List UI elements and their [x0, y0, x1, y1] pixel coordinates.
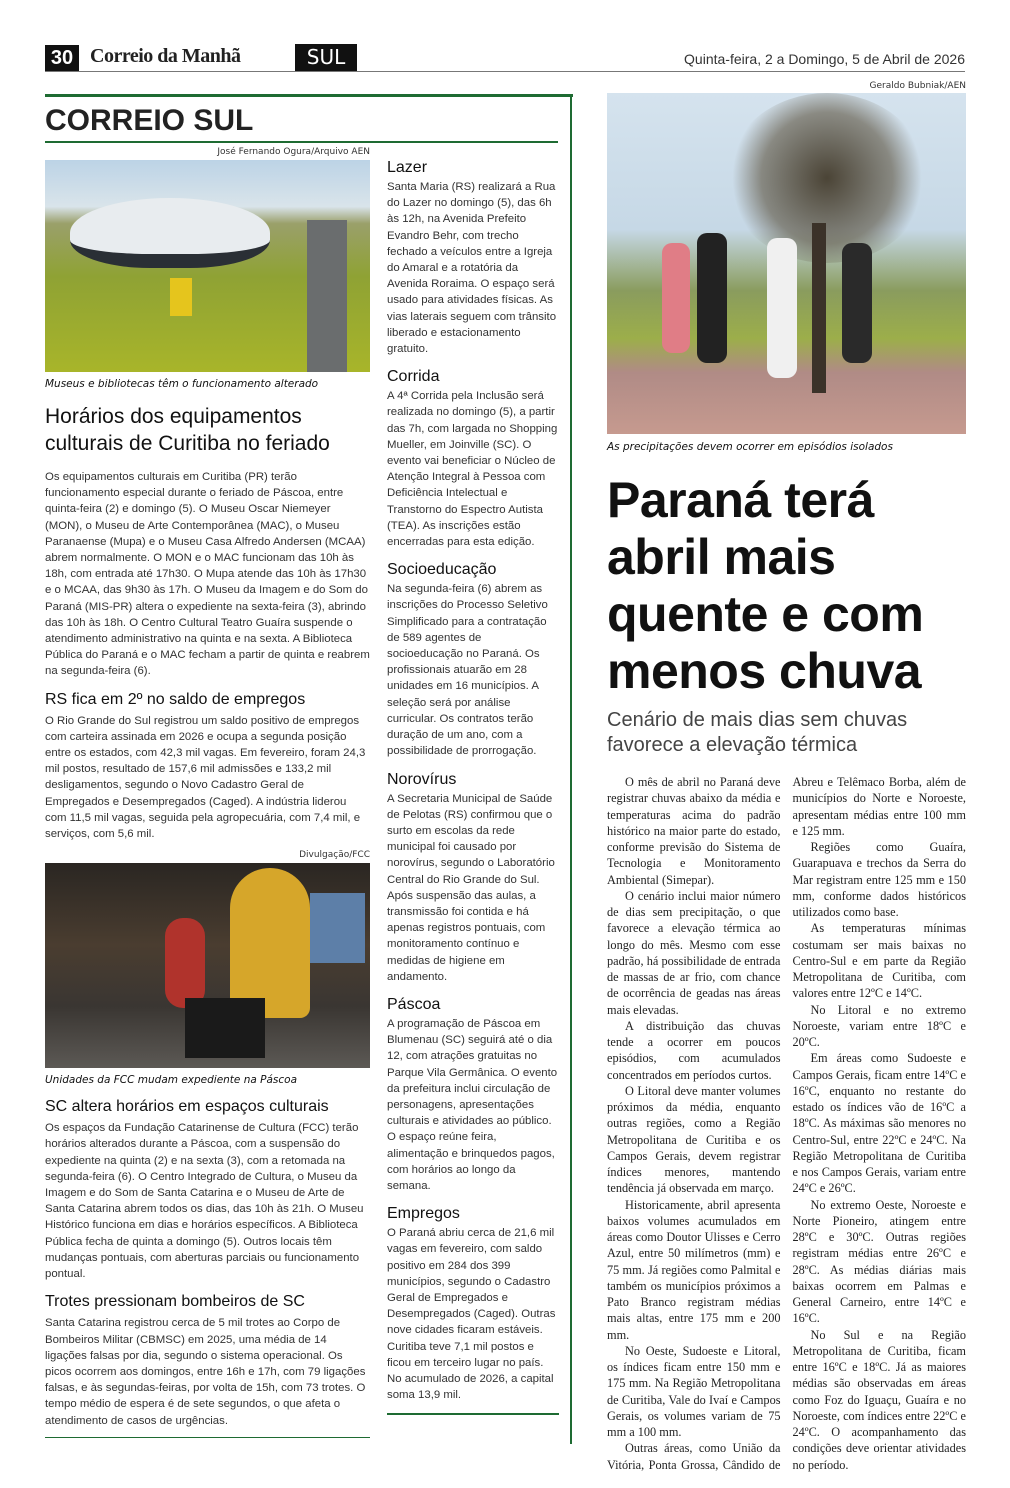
- brief-item: [387, 158, 559, 357]
- tree-trunk-shape: [812, 223, 826, 393]
- article-paragraph: O mês de abril no Paraná deve registrar chuvas abaixo da média e temperaturas acima do padrão histórico na maior parte do estado, conforme previsão do Sistema de Tecnologia e Monitoramento Ambiental (Simepar).: [607, 775, 781, 887]
- brief-title: Corrida: [387, 368, 440, 386]
- road-shape: [307, 220, 347, 372]
- green-frame-top: [45, 94, 573, 97]
- story-title: RS fica em 2º no saldo de empregos: [45, 690, 306, 708]
- figure-sculpture-shape: [165, 918, 205, 1008]
- yellow-sculpture-shape: [230, 868, 310, 1018]
- walker-shape: [697, 233, 727, 363]
- article-paragraph: Outras áreas, como União da Vitória, Ponta Grossa, Cândido de Abreu e Telêmaco Borba, além de municípios do Norte e Noroeste, apresentam médias entre 100 mm e 125 mm.: [607, 775, 966, 1472]
- brief-title: Socioeducação: [387, 561, 497, 579]
- column-bottom-rule: [387, 1413, 559, 1415]
- walkers-park-photo: [607, 93, 966, 434]
- brief-item: [387, 367, 559, 550]
- column-title: CORREIO SUL: [45, 104, 254, 137]
- photo-caption: As precipitações devem ocorrer em episódios isolados: [607, 441, 893, 453]
- newspaper-name: Correio da Manhã: [90, 45, 241, 67]
- museum-photo: [45, 160, 370, 372]
- photo-caption: Unidades da FCC mudam expediente na Páscoa: [45, 1074, 298, 1087]
- brief-body: A 4ª Corrida pela Inclusão será realizada no domingo (5), a partir das 7h, com largada no Shopping Mueller, em Joinville (SC). O evento vai beneficiar o Núcleo de Atenção Integral à Pessoa com Deficiência Intelectual e Transtorno do Espectro Autista (TEA). As inscrições estão encerradas para esta edição.: [387, 390, 558, 549]
- brief-body: A Secretaria Municipal de Saúde de Pelotas (RS) confirmou que o surto em escolas da rede municipal foi causado por norovírus, segundo o Laboratório Central do Rio Grande do Sul. Após suspensão das aulas, a transmissão foi contida e há apenas registros pontuais, com monitoramento contínuo e medidas de higiene em andamento.: [387, 792, 555, 983]
- story-body: Santa Catarina registrou cerca de 5 mil trotes ao Corpo de Bombeiros Militar (CBMSC) em 2025, uma média de 14 ligações falsas por dia, segundo o sistema operacional. Os picos ocorrem aos domingos, entre 16h e 17h, com 79 ligações falsas, e às segundas-feiras, por volta de 15h, com 73 trotes. O tempo médio de espera é de sete segundos, o que afeta o atendimento de casos de urgências.: [45, 1317, 366, 1427]
- article-paragraph: O cenário inclui maior número de dias sem precipitação, o que favorece a elevação térmica ao longo do mês. Mesmo com esse padrão, há possibilidade de entrada de massas de ar frio, com chance de ocorrência de geadas nas áreas mais elevadas.: [607, 888, 781, 1017]
- column-title-underline: [45, 141, 558, 143]
- brief-title: Empregos: [387, 1205, 460, 1223]
- brief-item: [387, 1204, 559, 1403]
- brief-item: [387, 995, 559, 1194]
- walker-shape: [842, 243, 872, 363]
- left-column: [45, 147, 370, 1438]
- brief-body: O Paraná abriu cerca de 21,6 mil vagas em fevereiro, com saldo positivo em 284 dos 399 municípios, segundo o Cadastro Geral de Empregados e Desempregados (Caged). Outras nove cidades ficaram estáveis. Curitiba teve 7,1 mil postos e ficou em terceiro lugar no país. No acumulado de 2026, a capital soma 13,9 mil.: [387, 1227, 556, 1402]
- subheadline: Cenário de mais dias sem chuvas favorece a elevação térmica: [607, 709, 908, 756]
- page-number: 30: [45, 45, 79, 71]
- article-paragraph: Historicamente, abril apresenta baixos volumes acumulados em áreas como Doutor Ulisses e Cerro Azul, entre 50 milímetros (mm) e 75 mm. Já regiões como Palmital e também os municípios próximos a Pato Branco registram médias mais altas, entre 175 mm e 200 mm.: [607, 1197, 781, 1342]
- article-paragraph: A distribuição das chuvas tende a ocorrer em poucos episódios, com acumulados concentrados em períodos curtos.: [607, 1018, 781, 1082]
- story-body: O Rio Grande do Sul registrou um saldo positivo de empregos com carteira assinada em 2026 e ocupa a segunda posição entre os estados, com 42,3 mil vagas. Em fevereiro, foram 24,3 mil postos, resultado de 157,6 mil admissões e 133,2 mil desligamentos, segundo o Novo Cadastro Geral de Empregados e Desempregados (Caged). A indústria liderou com 11,5 mil vagas, seguida pela agropecuária, com 7,4 mil, e serviços, com 5,6 mil.: [45, 714, 366, 841]
- article-paragraph: As temperaturas mínimas costumam ser mais baixas no Centro-Sul e em parte da Região Metropolitana de Curitiba, com valores entre 12ºC e 14ºC.: [792, 921, 966, 1001]
- brief-body: Na segunda-feira (6) abrem as inscrições do Processo Seletivo Simplificado para a contratação de 589 agentes de socioeducação no Paraná. Os profissionais atuarão em 28 unidades em 16 municípios. A seleção será por análise curricular. Os contratos terão duração de um ano, com a possibilidade de prorrogação.: [387, 583, 548, 758]
- screen-shape: [310, 893, 365, 963]
- edition-date: Quinta-feira, 2 a Domingo, 5 de Abril de 2026: [684, 51, 965, 67]
- story-title: Trotes pressionam bombeiros de SC: [45, 1293, 305, 1311]
- brief-title: Lazer: [387, 159, 428, 176]
- eye-building-shape: [70, 198, 270, 268]
- article-paragraph: No Oeste, Sudoeste e Litoral, os índices ficam entre 150 mm e 175 mm. Na Região Metropolitana de Curitiba, Vale do Ivaí e Campos Gerais, os volumes variam de 75 mm a 100 mm.: [607, 1343, 781, 1439]
- main-headline: Paraná terá abril mais quente e com menos chuva: [607, 472, 924, 699]
- brief-body: Santa Maria (RS) realizará a Rua do Lazer no domingo (5), das 6h às 12h, na Avenida Prefeito Evandro Behr, com trecho fechado a veículos entre a Igreja do Amaral e a rotatória da Avenida Roraima. O espaço será usado para atividades físicas. As vias laterais seguem com trânsito liberado e estacionamento gratuito.: [387, 181, 557, 356]
- brief-title: Norovírus: [387, 770, 457, 788]
- yellow-pillar-shape: [170, 278, 192, 316]
- story-title: Horários dos equipamentos culturais de Curitiba no feriado: [45, 405, 330, 455]
- photo-caption: Museus e bibliotecas têm o funcionamento alterado: [45, 378, 319, 390]
- brief-body: A programação de Páscoa em Blumenau (SC) seguirá até o dia 12, com atrações gratuitas no Parque Vila Germânica. O evento da prefeitura inclui circulação de personagens, apresentações culturais e atividades ao público. O espaço reúne feira, alimentação e brinquedos pagos, com horários ao longo da semana.: [387, 1017, 558, 1192]
- article-paragraph: Em áreas como Sudoeste e Campos Gerais, ficam entre 14ºC e 16ºC, enquanto no restante do estado os índices vão de 16ºC a 18ºC. As máximas são menores no Centro-Sul, entre 22ºC e 24ºC. Na Região Metropolitana de Curitiba e nos Campos Gerais, variam entre 24ºC e 26ºC.: [792, 1051, 966, 1196]
- photo-credit: Geraldo Bubniak/AEN: [869, 81, 966, 91]
- article-paragraph: Regiões como Guaíra, Guarapuava e trechos da Serra do Mar registram entre 125 mm e 150 mm, conforme dados históricos utilizados como base.: [792, 840, 966, 919]
- brief-title: Páscoa: [387, 995, 441, 1013]
- right-column: [607, 81, 966, 1473]
- brief-column: [387, 152, 559, 1415]
- brief-item: [387, 560, 559, 759]
- main-article-body: [607, 774, 966, 1473]
- story-title: SC altera horários em espaços culturais: [45, 1098, 329, 1116]
- story-body: Os equipamentos culturais em Curitiba (PR) terão funcionamento especial durante o feriado de Páscoa, entre quinta-feira (2) e domingo (5). O Museu Oscar Niemeyer (MON), o Museu de Arte Contemporânea (MAC), o Museu Paranaense (Mupa) e o Museu Casa Alfredo Andersen (MCAA) abrem normalmente. O MON e o MAC funcionam das 10h às 18h, com entrada até 17h30. O Mupa atende das 10h às 17h30 e o MCAA, das 9h30 às 17h. O Museu da Imagem e do Som do Paraná (MIS-PR) altera o expediente na sexta-feira (3), abrindo das 10h às 18h. O Centro Cultural Teatro Guaíra suspende o atendimento administrativo na quinta e na sexta. A Biblioteca Pública do Paraná e o MAC fecham a partir de quinta e reabrem na segunda-feira (6).: [45, 471, 370, 678]
- tree-canopy-shape: [727, 93, 927, 263]
- green-frame-right: [570, 94, 572, 1444]
- story-body: Os espaços da Fundação Catarinense de Cultura (FCC) terão horários alterados durante a Páscoa, com a suspensão do expediente na quinta (2) e na sexta (3), com a retomada na segunda-feira (6). O Centro Integrado de Cultura, o Museu da Imagem e do Som de Santa Catarina e o Museu de Arte de Santa Catarina abrem todos os dias, das 10h às 21h. O Museu Histórico funciona em dias e horários específicos. A Biblioteca Pública fecha de quinta a domingo (5). Outros locais têm mudanças pontuais, com aberturas parciais ou funcionamento pontual.: [45, 1122, 364, 1281]
- article-paragraph: O Litoral deve manter volumes próximos da média, enquanto outras regiões, como a Região Metropolitana de Curitiba e os Campos Gerais, devem registrar índices menores, mantendo tendência já observada em março.: [607, 1083, 781, 1196]
- section-label: SUL: [295, 44, 357, 71]
- article-paragraph: No extremo Oeste, Noroeste e Norte Pioneiro, atingem entre 28ºC e 30ºC. Outras regiões registram médias entre 26ºC e 28ºC. As médias diárias mais baixas ocorrem em Palmas e General Carneiro, entre 14ºC e 16ºC.: [792, 1197, 966, 1326]
- column-bottom-rule: [45, 1437, 370, 1439]
- brief-item: [387, 770, 559, 985]
- fcc-exhibit-photo: [45, 863, 370, 1068]
- walker-shape: [767, 238, 797, 378]
- pedestal-shape: [185, 998, 265, 1058]
- walker-shape: [662, 243, 690, 353]
- header-rule: [45, 71, 965, 72]
- photo-credit: Divulgação/FCC: [299, 850, 370, 861]
- article-paragraph: No Sul e na Região Metropolitana de Curitiba, ficam entre 16ºC e 18ºC. Já as maiores médias são observadas em áreas como Foz do Iguaçu, Guaíra e no Noroeste, com índices entre 22ºC e 24ºC. O acompanhamento das condições deve orientar atividades no período.: [792, 1327, 966, 1472]
- article-paragraph: No Litoral e no extremo Noroeste, variam entre 18ºC e 20ºC.: [792, 1002, 966, 1049]
- photo-credit: José Fernando Ogura/Arquivo AEN: [217, 147, 370, 157]
